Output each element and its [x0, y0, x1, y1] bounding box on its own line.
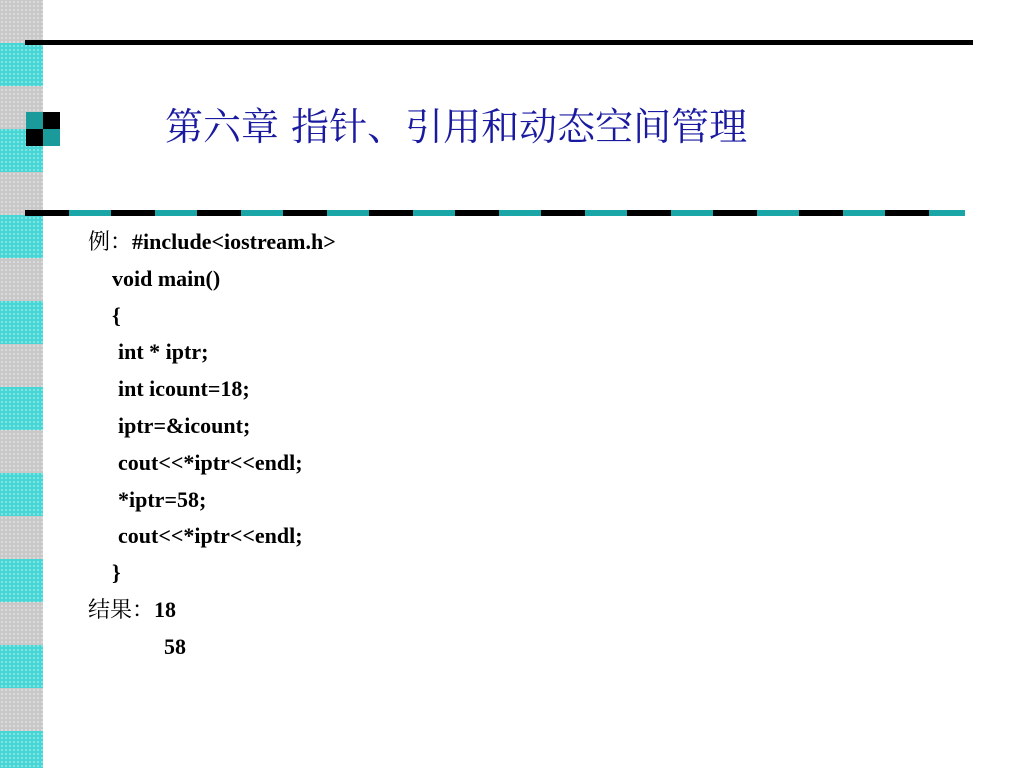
code-line-8 — [88, 482, 336, 519]
code-text: void main() — [112, 265, 221, 291]
code-line-7 — [88, 445, 336, 482]
result-line-1 — [88, 592, 336, 629]
result-value: 18 — [154, 596, 177, 622]
result-label: 结果： — [88, 597, 155, 623]
slide-title: 第六章 指针、引用和动态空间管理 — [165, 105, 748, 149]
code-text: #include<iostream.h> — [132, 229, 336, 254]
code-body — [88, 224, 336, 666]
code-text: cout<<*iptr<<endl; — [118, 449, 303, 475]
code-line-10 — [88, 555, 336, 592]
code-line-1 — [88, 224, 336, 261]
code-text: iptr=&icount; — [118, 412, 251, 438]
code-line-2 — [88, 261, 336, 298]
code-text: cout<<*iptr<<endl; — [118, 523, 303, 549]
code-line-5 — [88, 371, 336, 408]
result-line-2 — [88, 629, 336, 666]
dashed-separator — [25, 210, 965, 216]
code-text: int icount=18; — [118, 376, 250, 402]
code-line-4 — [88, 334, 336, 371]
code-text: int * iptr; — [118, 339, 209, 365]
code-text: *iptr=58; — [118, 486, 207, 512]
code-line-3 — [88, 298, 336, 335]
top-rule — [25, 40, 973, 45]
example-label: 例： — [88, 230, 133, 255]
result-value: 58 — [164, 633, 186, 659]
title-bullet-icon — [26, 112, 60, 146]
code-line-9 — [88, 518, 336, 555]
code-text: { — [112, 302, 121, 328]
code-text: } — [112, 560, 121, 586]
code-line-6 — [88, 408, 336, 445]
